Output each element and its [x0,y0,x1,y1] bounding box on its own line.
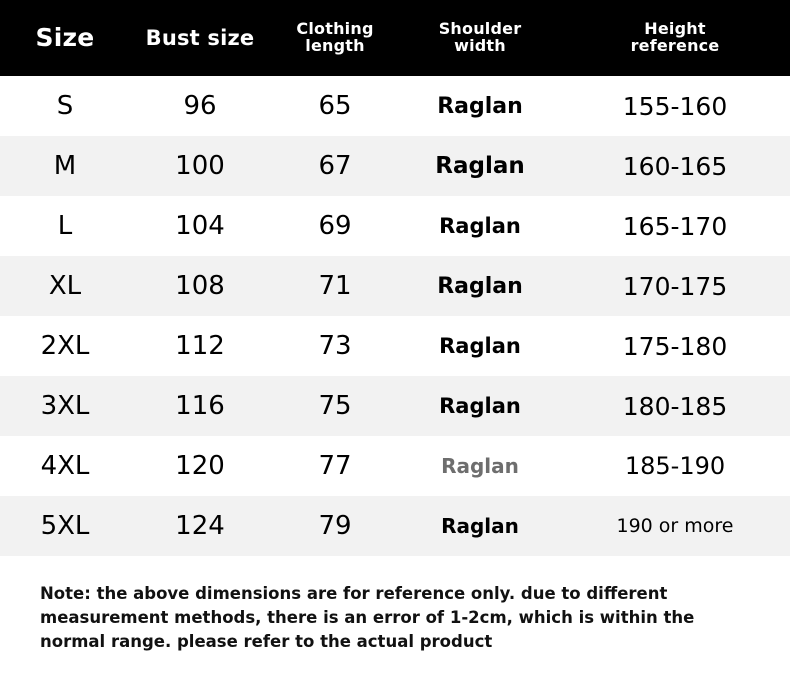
cell-height: 170-175 [622,271,728,301]
cell-size: 4XL [40,451,90,481]
column-header-shoulder-width [400,0,560,76]
column-header-clothing-length [270,0,400,76]
table-row [0,316,790,376]
cell-bust: 96 [183,91,217,121]
cell-height: 175-180 [622,331,728,361]
cell-length: 79 [318,511,352,541]
cell-length: 77 [318,451,352,481]
cell-size: 3XL [40,391,90,421]
table-body [0,76,790,556]
cell-size: M [53,151,77,181]
measurement-note: Note: the above dimensions are for reference only. due to different measurement methods, there is an error of 1-2cm, which is within the normal range. please refer to the actual product [40,584,695,651]
cell-length: 71 [318,271,352,301]
column-header-height-reference [560,0,790,76]
cell-height: 155-160 [622,91,728,121]
header-label-shoulder-line2: width [454,36,506,55]
cell-size: S [56,91,74,121]
cell-shoulder: Raglan [439,394,521,418]
cell-size: 5XL [40,511,90,541]
table-header [0,0,790,76]
cell-shoulder: Raglan [435,153,525,179]
cell-bust: 112 [175,331,225,361]
table-row [0,376,790,436]
cell-shoulder: Raglan [439,214,521,238]
cell-height: 180-185 [622,391,728,421]
table-row [0,256,790,316]
header-label-bust: Bust size [145,25,255,50]
header-row [0,0,790,76]
cell-length: 65 [318,91,352,121]
column-header-bust-size [130,0,270,76]
cell-height: 160-165 [622,151,728,181]
cell-height: 165-170 [622,211,728,241]
table-row [0,196,790,256]
cell-size: 2XL [40,331,90,361]
cell-shoulder: Raglan [437,93,523,119]
cell-bust: 116 [175,391,225,421]
header-label-shoulder-line1: Shoulder [438,19,522,39]
cell-length: 73 [318,331,352,361]
cell-bust: 120 [175,451,225,481]
cell-shoulder: Raglan [441,514,519,538]
header-label-length-line2: length [305,36,365,55]
header-label-height-line2: reference [630,36,720,55]
cell-bust: 124 [175,511,225,541]
cell-size: L [57,211,73,241]
header-label-length-line1: Clothing [296,19,374,39]
cell-shoulder: Raglan [439,334,521,358]
cell-size: XL [48,271,82,301]
table-row [0,136,790,196]
table-row [0,436,790,496]
cell-shoulder: Raglan [437,273,523,299]
cell-length: 67 [318,151,352,181]
cell-shoulder: Raglan [441,454,519,478]
header-label-height-line1: Height [644,19,706,39]
cell-height: 185-190 [624,452,726,480]
cell-length: 69 [318,211,352,241]
cell-bust: 100 [175,151,225,181]
column-header-size [0,0,130,76]
header-label-size: Size [35,22,95,52]
cell-bust: 104 [175,211,225,241]
cell-length: 75 [318,391,352,421]
cell-bust: 108 [175,271,225,301]
cell-height: 190 or more [616,515,734,537]
table-row [0,496,790,556]
table-row [0,76,790,136]
